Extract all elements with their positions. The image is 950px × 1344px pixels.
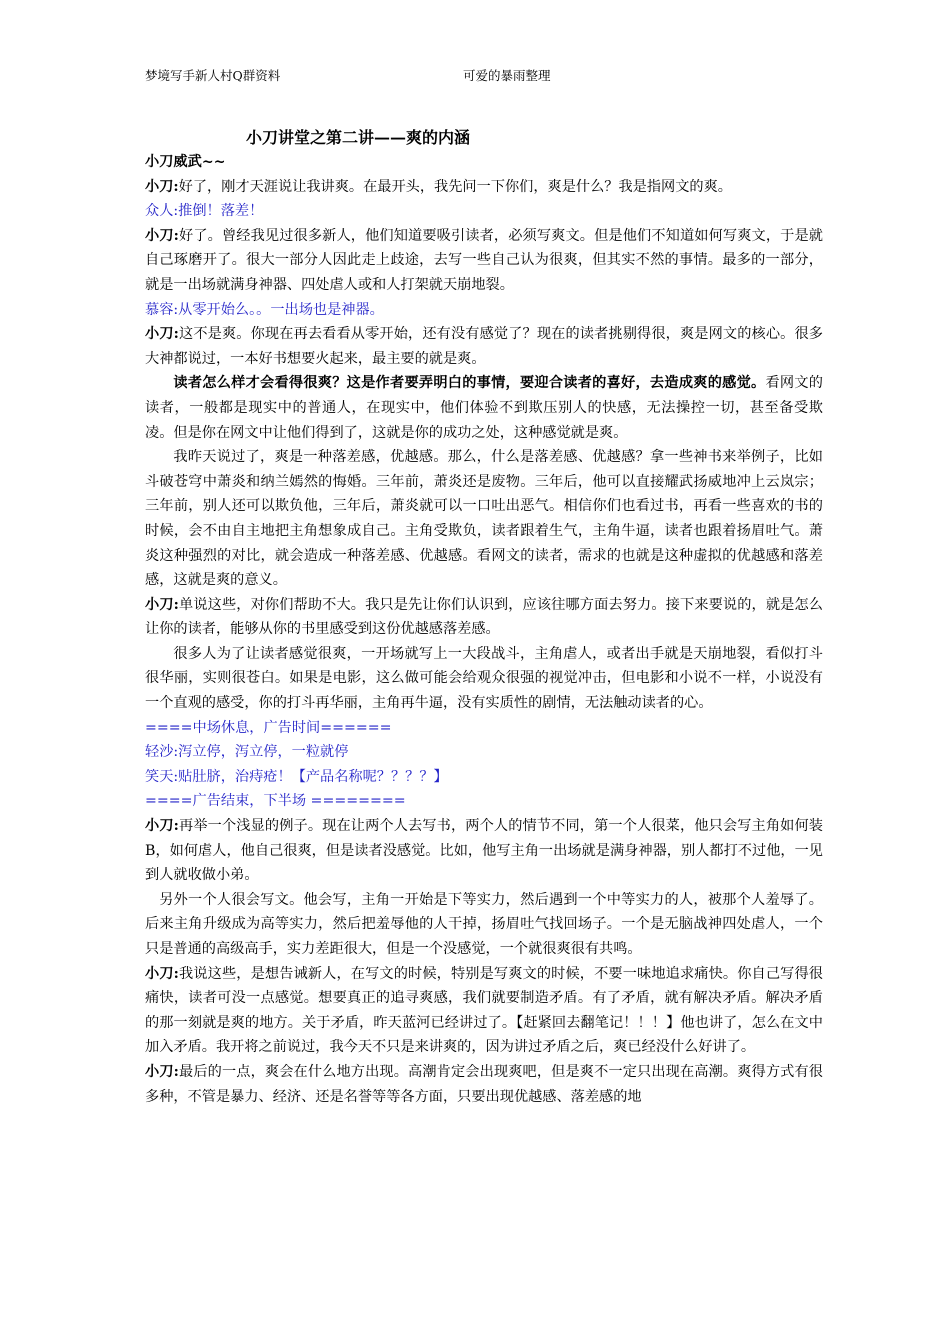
dialogue-text: 单说这些，对你们帮助不大。我只是先让你们认识到，应该往哪方面去努力。接下来要说的，就是怎么让你的读者，能够从你的书里感受到这份优越感落差感。 [145, 596, 823, 638]
paragraph-text: 很多人为了让读者感觉很爽，一开场就写上一大段战斗，主角虐人，或者出手就是天崩地裂，看似打斗很华丽，实则很苍白。如果是电影，这么做可能会给观众很强的视觉冲击，但电影和小说不一样，小说没有一个直观的感受，你的打斗再华丽，主角再牛逼，没有实质性的剧情，无法触动读者的心。 [145, 645, 823, 712]
speaker-label: 笑天: [145, 768, 179, 785]
speaker-label: 慕容: [145, 301, 179, 318]
dialogue-text: 好了。曾经我见过很多新人，他们知道要吸引读者，必须写爽文。但是他们不知道如何写爽文，于是就自己琢磨开了。很大一部分人因此走上歧途，去写一些自己认为很爽，但其实不然的事情。最多的一部分，就是一出场就满身神器、四处虐人或和人打架就天崩地裂。 [145, 227, 823, 293]
dialogue-text: 最后的一点，爽会在什么地方出现。高潮肯定会出现爽吧，但是爽不一定只出现在高潮。爽得方式有很多种，不管是暴力、经济、还是名誉等等各方面，只要出现优越感、落差感的地 [145, 1063, 823, 1105]
dialogue-text: 好了，刚才天涯说让我讲爽。在最开头，我先问一下你们，爽是什么？我是指网文的爽。 [178, 178, 732, 195]
dialogue-line [145, 1060, 823, 1109]
dialogue-line [145, 740, 823, 765]
byline: 小刀威武~~ [145, 154, 226, 170]
dialogue-line [145, 962, 823, 1060]
intermission-divider: ====广告结束，下半场 ======== [145, 793, 406, 810]
dialogue-line [145, 814, 823, 888]
dialogue-text: 这不是爽。你现在再去看看从零开始，还有没有感觉了？现在的读者挑剔得很，爽是网文的核心。很多大神都说过，一本好书想要火起来，最主要的就是爽。 [145, 326, 823, 367]
dialogue-text: 推倒！落差！ [178, 203, 264, 220]
dialogue-line [145, 175, 823, 200]
paragraph-text: 另外一个人很会写文。他会写，主角一开始是下等实力，然后遇到一个中等实力的人，被那个人羞辱了。后来主角升级成为高等实力，然后把羞辱他的人干掉，扬眉吐气找回场子。一个是无脑战神四处虐人，一个只是普通的高级高手，实力差距很大，但是一个没感觉，一个就很爽很有共鸣。 [145, 891, 823, 957]
dialogue-line [145, 224, 823, 298]
intermission-divider: ====中场休息，广告时间====== [145, 719, 392, 736]
speaker-label: 小刀: [145, 326, 179, 343]
dialogue-text: 贴肚脐，治痔疮！【产品名称呢？？？？】 [178, 768, 448, 785]
speaker-label: 小刀: [145, 178, 179, 195]
dialogue-line [145, 765, 823, 790]
dialogue-text: 再举一个浅显的例子。现在让两个人去写书，两个人的情节不同，第一个人很菜，他只会写主角如何装B，如何虐人，他自己很爽，但是读者没感觉。比如，他写主角一出场就是满身神器，别人都打不过他，一见到人就收做小弟。 [145, 818, 823, 884]
dialogue-text: 泻立停，泻立停，一粒就停 [178, 744, 349, 761]
speaker-label: 小刀: [145, 965, 179, 982]
body-paragraph [145, 445, 823, 593]
speaker-label: 小刀: [145, 1063, 179, 1080]
speaker-label: 小刀: [145, 227, 179, 244]
body-paragraph [145, 888, 823, 962]
dialogue-line [145, 199, 823, 224]
body-paragraph [145, 642, 823, 716]
speaker-label: 轻沙: [145, 744, 179, 761]
header-right: 可爱的暴雨整理 [463, 68, 551, 83]
paragraph-text: 看网文的读者，一般都是现实中的普通人，在现实中，他们体验不到欺压别人的快感，无法操控一切，甚至备受欺凌。但是你在网文中让他们得到了，这就是你的成功之处，这种感觉就是爽。 [145, 375, 823, 441]
paragraph-text: 我昨天说过了，爽是一种落差感，优越感。那么，什么是落差感、优越感？拿一些神书来举例子，比如斗破苍穹中萧炎和纳兰嫣然的悔婚。三年前，萧炎还是废物。三年后，他可以直接耀武扬威地冲上云岚宗；三年前，别人还可以欺负他，三年后，萧炎就可以一口吐出恶气。相信你们也看过书，再看一些喜欢的书的时候，会不由自主地把主角想象成自己。主角受欺负，读者跟着生气，主角牛逼，读者也跟着扬眉吐气。萧炎这种强烈的对比，就会造成一种落差感、优越感。看网文的读者，需求的也就是这种虚拟的优越感和落差感，这就是爽的意义。 [145, 449, 823, 589]
emphasis-text: 读者怎么样才会看得很爽？这是作者要弄明白的事情，要迎合读者的喜好，去造成爽的感觉。 [173, 375, 766, 392]
dialogue-line [145, 593, 823, 642]
dialogue-line [145, 322, 823, 371]
document-title: 小刀讲堂之第二讲——爽的内涵 [246, 128, 471, 147]
speaker-label: 小刀: [145, 596, 179, 613]
body-paragraph [145, 371, 823, 445]
dialogue-line [145, 298, 823, 323]
header-left: 梦境写手新人村Q群资料 [145, 68, 281, 83]
speaker-label: 众人: [145, 203, 179, 220]
dialogue-text: 从零开始么。。一出场也是神器。 [178, 301, 384, 318]
dialogue-text: 我说这些，是想告诫新人，在写文的时候，特别是写爽文的时候，不要一味地追求痛快。你自己写得很痛快，读者可没一点感觉。想要真正的追寻爽感，我们就要制造矛盾。有了矛盾，就有解决矛盾。解决矛盾的那一刻就是爽的地方。关于矛盾，昨天蓝河已经讲过了。【赶紧回去翻笔记！！！】他也讲了，怎么在文中加入矛盾。我开将之前说过，我今天不只是来讲爽的，因为讲过矛盾之后，爽已经没什么好讲了。 [145, 965, 823, 1056]
speaker-label: 小刀: [145, 818, 179, 835]
document-body [145, 150, 823, 1109]
